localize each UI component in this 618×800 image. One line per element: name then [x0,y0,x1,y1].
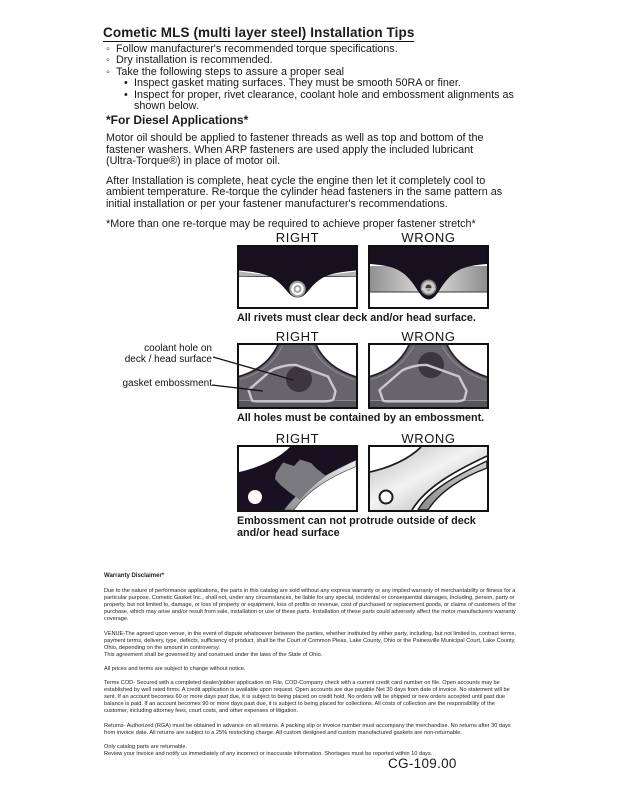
warranty-paragraph: Returns- Authorized (RGA) must be obtained in advance on all returns. A packing slip or invoice number must accompany the merchandise. No returns after 30 days from invoice date. All returns are subject to a 25% restocking charge. All custom designed and custom manufactured gaskets are non-returnable. [104,722,511,736]
holes-caption: All holes must be contained by an embossment. [237,412,485,424]
list-item [106,90,526,113]
wrong-label: WRONG [401,230,456,245]
coolant-hole-label-line1: coolant hole on [144,343,212,354]
diesel-heading: *For Diesel Applications* [106,113,249,127]
tip-text: Follow manufacturer's recommended torque specifications. [116,43,398,55]
bolt-hole-icon [248,490,262,504]
filled-bullet-icon: • [124,77,128,90]
warranty-paragraph: Review your invoice and notify us immediately of any incorrect or inaccurate information. Shortages must be reported within 10 days. [104,750,433,757]
warranty-paragraph: VENUE-The agreed upon venue, in the event of dispute whatsoever between the parties, whether instituted by either party, including, but not limited to, contract terms, payment terms, delivery, type, defects, sufficiency of product, shall be the Court of Common Pleas, Lake County, Ohio or the Painesville Municipal Court, Lake County, Ohio, depending on the amount in controversy. [104,630,516,651]
diesel-paragraph-2: After Installation is complete, heat cycle the engine then let it completely cool to ambient temperature. Re-torque the cylinder head fasteners in the same pattern as initial installation or per your fastener manufacturer's recommendations. [106,175,503,210]
right-label: RIGHT [275,230,320,245]
gasket-embossment-label: gasket embossment [122,378,212,389]
bolt-hole-icon [380,491,393,504]
coolant-hole-label [98,344,212,365]
wrong-label: WRONG [401,431,456,446]
tip-text: Inspect gasket mating surfaces. They must be smooth 50RA or finer. [134,77,461,90]
open-bullet-icon: ◦ [106,43,110,55]
coolant-hole-right-diagram [237,343,358,409]
retorque-note: *More than one re-torque may be required to achieve proper fastener stretch* [106,218,476,231]
rivet-caption: All rivets must clear deck and/or head surface. [237,312,476,324]
tip-text: Take the following steps to assure a proper seal [116,65,345,78]
warranty-disclaimer-section [104,573,518,765]
diesel-paragraph-1: Motor oil should be applied to fastener threads as well as top and bottom of the fastener washers. When ARP fasteners are used apply the included lubricant (Ultra-Torque®) in place of motor oil. [106,132,484,167]
protrusion-caption-line2: and/or head surface [237,527,340,539]
right-label: RIGHT [275,431,320,446]
protrusion-right-diagram [237,445,358,512]
coolant-hole-wrong-diagram [368,343,489,409]
diesel-applications-section [106,115,506,236]
warranty-paragraph: All prices and terms are subject to change without notice. [104,665,246,672]
coolant-hole-label-line2: deck / head surface [124,353,212,365]
warranty-paragraph: Only catalog parts are returnable. [104,743,188,750]
protrusion-caption-line1: Embossment can not protrude outside of deck [237,515,476,527]
rivet-clearance-wrong-diagram [368,245,489,309]
warranty-paragraph: Terms COD- Secured with a completed dealer/jobber application on File, COD-Company check with a current credit card number on file. Open accounts may be established by well rated firms. A credit application is available upon request. Open accounts are due payable Net 30 days from date of invoice. No statement will be sent. If an account becomes 60 or more days past due, it is subject to being placed on credit hold. No orders will be shipped or new orders accepted until past due balance is paid. If an account becomes 90 or more days past due, it is subject to being placed for collections. All costs of collection are the responsibility of the customer, including attorney fees, court costs, and other expenses of litigation. [104,680,510,715]
warranty-paragraph: This agreement shall be governed by and construed under the laws of the State of Ohio. [104,651,323,658]
list-item [106,78,526,89]
tip-text: Dry installation is recommended. [116,54,273,67]
right-label: RIGHT [275,329,320,344]
protrusion-caption [237,515,517,539]
page-title: Cometic MLS (multi layer steel) Installation Tips [103,25,415,40]
installation-tips-list [106,44,526,112]
warranty-heading: Warranty Disclaimer* [104,573,165,579]
rivet-clearance-right-diagram [237,245,358,309]
open-bullet-icon: ◦ [106,65,110,78]
catalog-code: CG-109.00 [388,756,457,771]
open-bullet-icon: ◦ [106,54,110,67]
wrong-label: WRONG [401,329,456,344]
protrusion-wrong-diagram [368,445,489,512]
filled-bullet-icon: • [124,88,128,101]
tip-text: Inspect for proper, rivet clearance, coolant hole and embossment alignments as shown below. [134,88,514,113]
warranty-paragraph: Due to the nature of performance applications, the parts in this catalog are sold without any express warranty or any implied warranty of merchantability or fitness for a particular purpose. Cometic Gasket Inc., shall not, under any circumstances, be liable for any special, incidental or consequential damages, including, person, party or property, but not limited to, damage, or loss of property or equipment, loss of profits or revenue, cost of purchased or replacement goods, or claims of customers of the purchase, which may arise and/or result from sale, installation or use of these parts. Installation of these parts could adversely affect the motor manufacturers warranty coverage. [104,588,516,623]
